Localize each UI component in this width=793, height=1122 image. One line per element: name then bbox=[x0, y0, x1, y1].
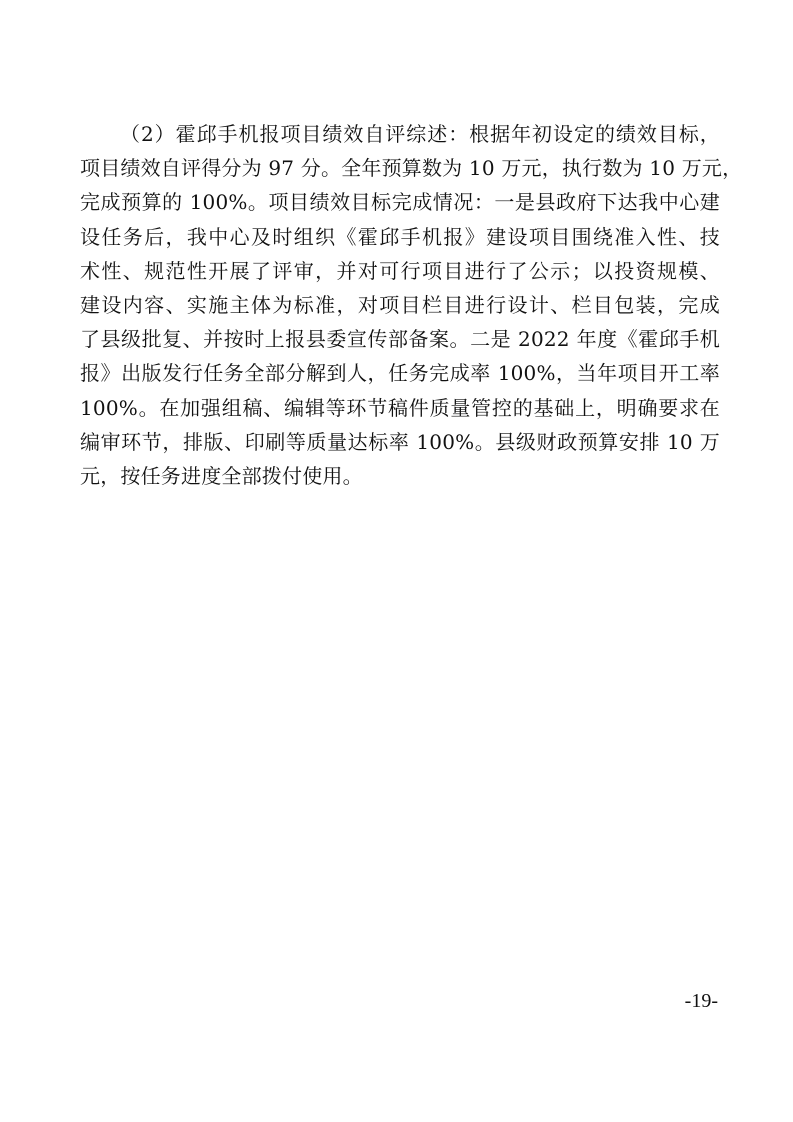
paragraph-line: 术性、规范性开展了评审，并对可行项目进行了公示；以投资规模、 bbox=[80, 258, 720, 283]
paragraph-line: 100%。在加强组稿、编辑等环节稿件质量管控的基础上，明确要求在 bbox=[80, 395, 720, 420]
paragraph-line: 建设内容、实施主体为标准，对项目栏目进行设计、栏目包装，完成 bbox=[80, 292, 720, 317]
page-number: -19- bbox=[684, 990, 718, 1012]
paragraph-line: 完成预算的 100%。项目绩效目标完成情况：一是县政府下达我中心建 bbox=[80, 190, 720, 215]
paragraph-line: 元，按任务进度全部拨付使用。 bbox=[80, 463, 363, 488]
paragraph-line: 了县级批复、并按时上报县委宣传部备案。二是 2022 年度《霍邱手机 bbox=[80, 327, 720, 352]
paragraph-line: （2）霍邱手机报项目绩效自评综述：根据年初设定的绩效目标， bbox=[120, 122, 720, 146]
paragraph-line: 编审环节，排版、印刷等质量达标率 100%。县级财政预算安排 10 万 bbox=[80, 429, 720, 454]
paragraph-line: 报》出版发行任务全部分解到人，任务完成率 100%，当年项目开工率 bbox=[80, 361, 720, 386]
paragraph-line: 设任务后，我中心及时组织《霍邱手机报》建设项目围绕准入性、技 bbox=[80, 224, 720, 249]
paragraph-line: 项目绩效自评得分为 97 分。全年预算数为 10 万元，执行数为 10 万元， bbox=[80, 156, 743, 181]
paragraph-project-performance-summary bbox=[80, 117, 743, 493]
